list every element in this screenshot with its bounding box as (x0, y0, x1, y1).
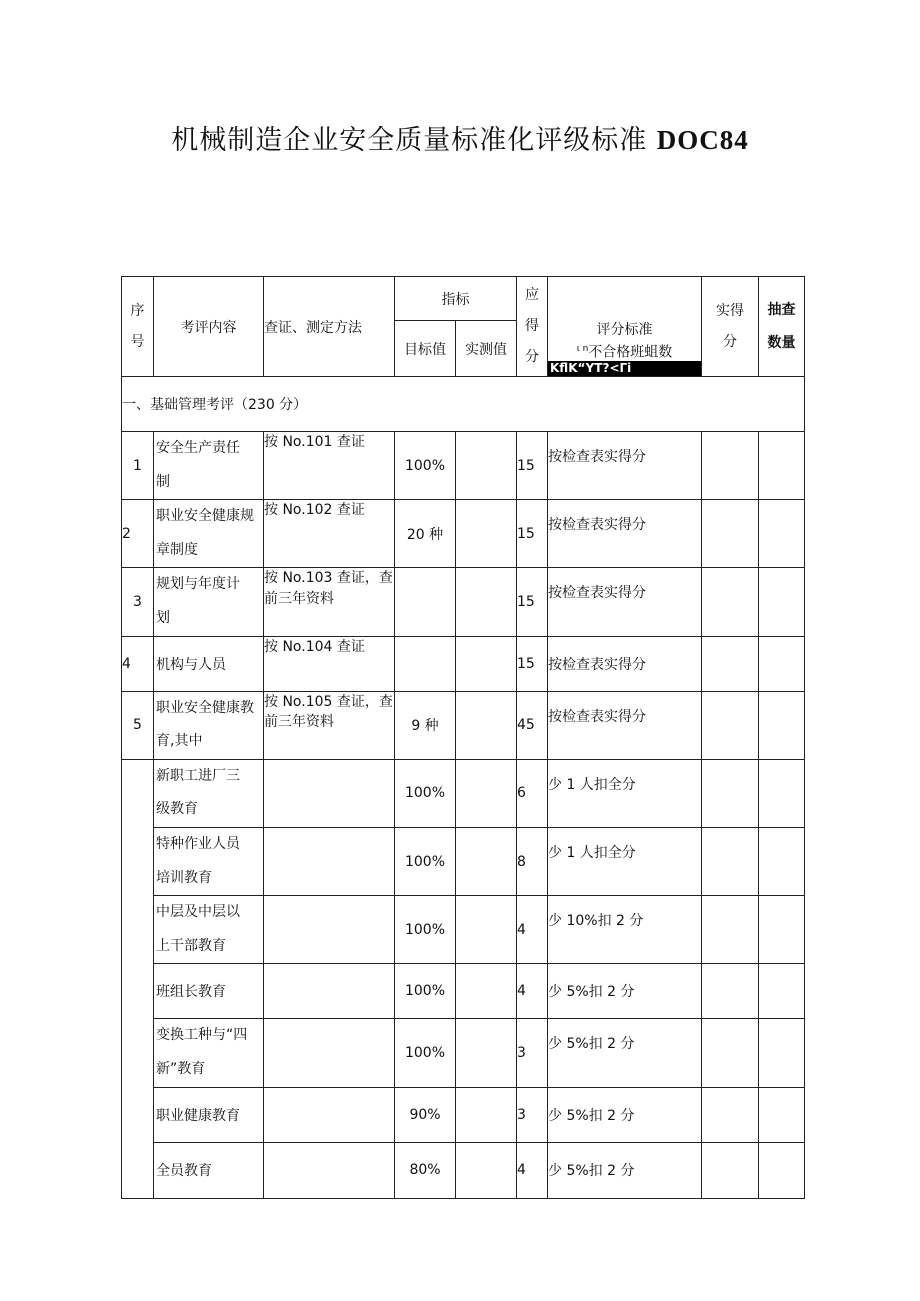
table-row: 2 职业安全健康规章制度 按 No.102 查证 20 种 15 按检查表实得分 (122, 500, 805, 568)
header-sample: 抽查数量 (759, 277, 805, 377)
table-row: 1 安全生产责任制 按 No.101 查证 100% 15 按检查表实得分 (122, 432, 805, 500)
garbled-black-bar: KflK“YT?<Γi (548, 361, 701, 376)
header-seq: 序号 (122, 277, 154, 377)
title-code: DOC84 (656, 125, 749, 155)
table-row: 变换工种与“四新”教育 100% 3 少 5%扣 2 分 (122, 1019, 805, 1087)
table-row: 班组长教育 100% 4 少 5%扣 2 分 (122, 964, 805, 1019)
header-target: 目标值 (395, 321, 456, 377)
document-title (0, 118, 920, 157)
header-actual: 实测值 (456, 321, 517, 377)
table-row: 特种作业人员培训教育 100% 8 少 1 人扣全分 (122, 827, 805, 895)
header-content: 考评内容 (154, 277, 264, 377)
title-text: 机械制造企业安全质量标准化评级标准 (171, 125, 648, 156)
table-row: 4 机构与人员 按 No.104 查证 15 按检查表实得分 (122, 636, 805, 691)
table-row: 5 职业安全健康教育,其中 按 No.105 查证，查前三年资料 9 种 45 按检查表实得分 (122, 691, 805, 759)
header-method: 查证、测定方法 (264, 277, 395, 377)
table-row: 3 规划与年度计划 按 No.103 查证，查前三年资料 15 按检查表实得分 (122, 568, 805, 636)
table-row: 新职工进厂三级教育 100% 6 少 1 人扣全分 (122, 759, 805, 827)
header-criteria: 评分标准 $^{\iota n}$不合格班蛆数 KflK“YT?<Γi (548, 277, 702, 377)
evaluation-table (121, 276, 805, 1199)
table-row: 职业健康教育 90% 3 少 5%扣 2 分 (122, 1087, 805, 1142)
header-real-score: 实得分 (702, 277, 759, 377)
header-score-due: 应得分 (517, 277, 548, 377)
table-row: 中层及中层以上干部教育 100% 4 少 10%扣 2 分 (122, 896, 805, 964)
header-indicator: 指标 (395, 277, 517, 321)
section-basic-management: 一、基础管理考评（230 分） (122, 377, 805, 432)
table-row: 全员教育 80% 4 少 5%扣 2 分 (122, 1142, 805, 1198)
